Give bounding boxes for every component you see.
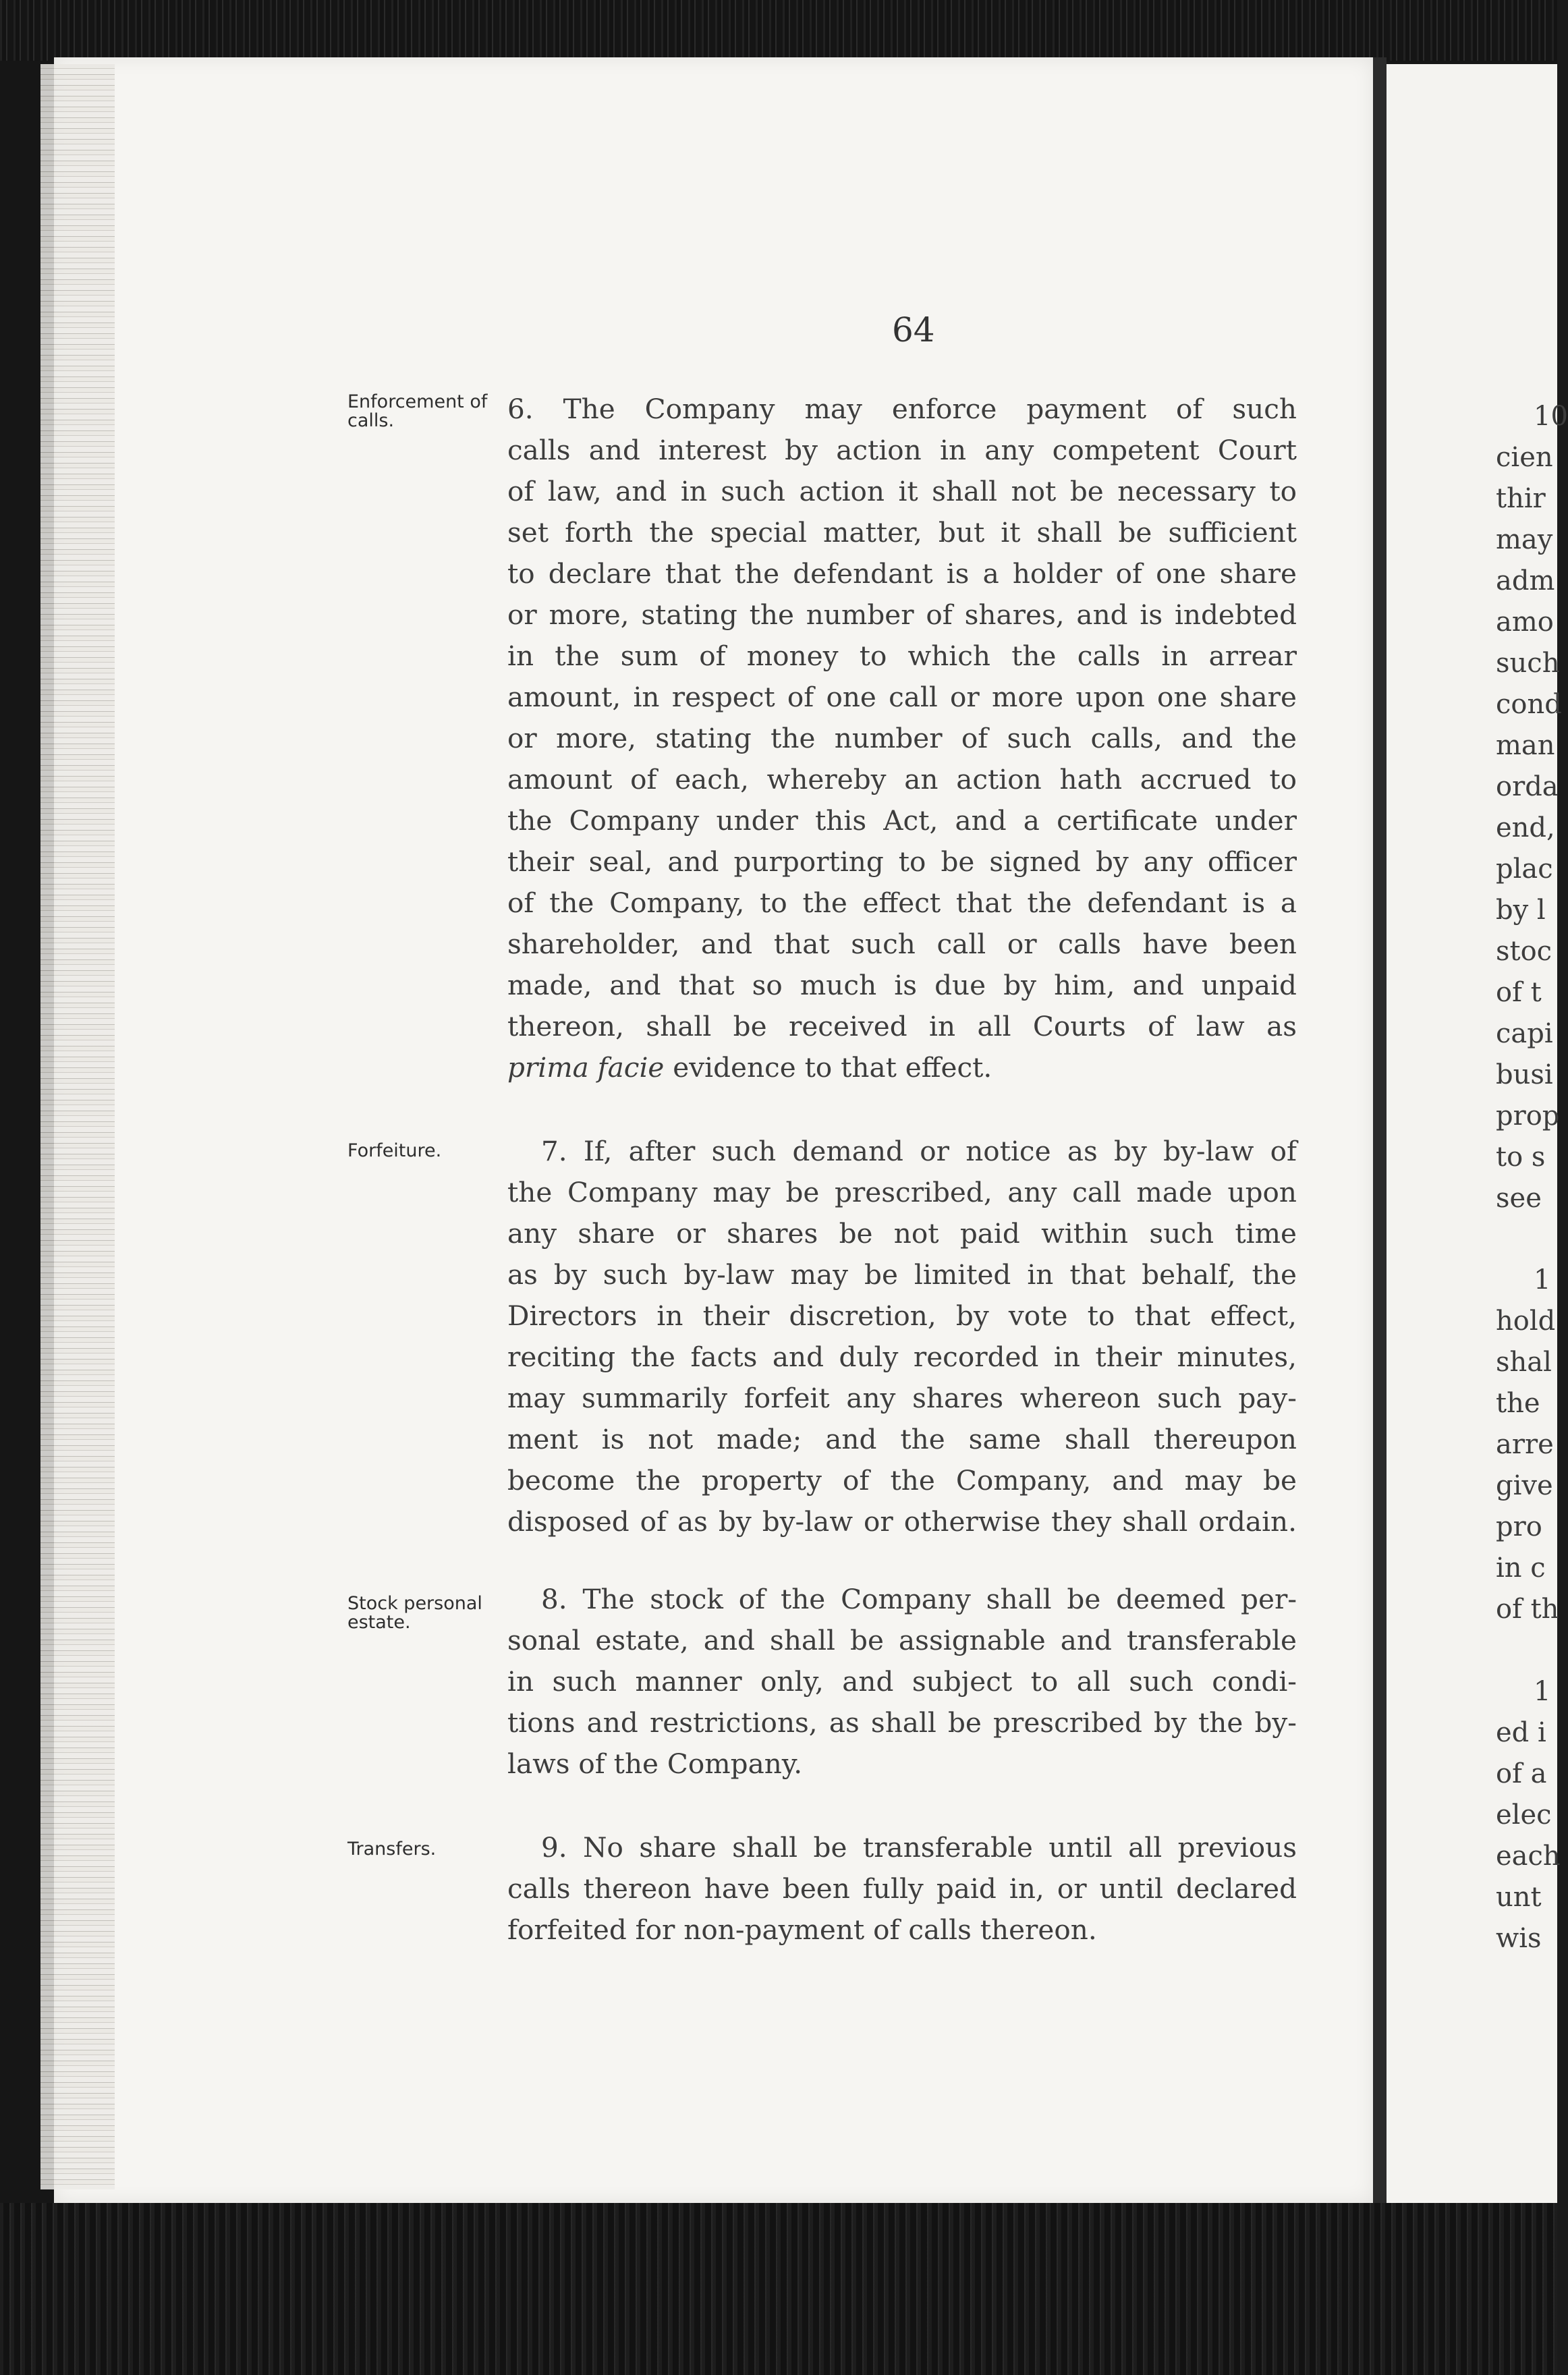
facing-page-text bbox=[1387, 64, 1568, 2203]
facing-line: thir bbox=[1496, 483, 1546, 514]
text-line: laws of the Company. bbox=[507, 1748, 803, 1780]
facing-line: orda bbox=[1496, 771, 1559, 802]
text-line: calls and interest by action in any competent Court bbox=[507, 434, 1297, 466]
text-line: 9. No share shall be transferable until all previous bbox=[541, 1831, 1297, 1864]
text-line: set forth the special matter, but it shall be sufficient bbox=[507, 516, 1297, 549]
book-gutter bbox=[1373, 57, 1387, 2203]
facing-line: to s bbox=[1496, 1142, 1546, 1173]
text-line: of law, and in such action it shall not be necessary to bbox=[507, 475, 1297, 507]
scan-edge-bottom bbox=[0, 2203, 1557, 2375]
facing-line: of th bbox=[1496, 1594, 1559, 1625]
text-line: thereon, shall be received in all Courts of law as bbox=[507, 1010, 1297, 1042]
text-line: their seal, and purporting to be signed by any officer bbox=[507, 845, 1297, 878]
facing-line: prop bbox=[1496, 1100, 1560, 1131]
text-line: 6. The Company may enforce payment of such bbox=[507, 393, 1297, 425]
facing-line: busi bbox=[1496, 1059, 1553, 1090]
text-line: the Company under this Act, and a certificate under bbox=[507, 804, 1297, 837]
text-line: disposed of as by by-law or otherwise they shall ordain. bbox=[507, 1505, 1297, 1538]
text-line: as by such by-law may be limited in that behalf, the bbox=[507, 1258, 1297, 1291]
facing-line: 1 bbox=[1534, 1264, 1551, 1295]
text-line: any share or shares be not paid within such time bbox=[507, 1217, 1297, 1250]
text-line: in such manner only, and subject to all such condi- bbox=[507, 1665, 1297, 1698]
text-line: calls thereon have been fully paid in, or until declared bbox=[507, 1872, 1297, 1905]
text-line: or more, stating the number of shares, and is indebted bbox=[507, 598, 1297, 631]
page-number: 64 bbox=[892, 310, 935, 350]
text-line: of the Company, to the effect that the defendant is a bbox=[507, 887, 1297, 919]
facing-line: each bbox=[1496, 1841, 1561, 1872]
facing-line: pro bbox=[1496, 1511, 1542, 1542]
facing-line: in c bbox=[1496, 1553, 1546, 1584]
facing-line: may bbox=[1496, 524, 1553, 555]
facing-line: give bbox=[1496, 1470, 1553, 1501]
text-line: 8. The stock of the Company shall be deemed per- bbox=[541, 1583, 1297, 1615]
facing-line: cien bbox=[1496, 442, 1553, 473]
facing-line: end, bbox=[1496, 812, 1555, 843]
text-line: in the sum of money to which the calls in arrear bbox=[507, 640, 1297, 672]
text-line: made, and that so much is due by him, and unpaid bbox=[507, 969, 1297, 1001]
facing-line: 1 bbox=[1534, 1676, 1551, 1707]
facing-line: shal bbox=[1496, 1347, 1552, 1378]
facing-line: cond bbox=[1496, 689, 1562, 720]
section-8 bbox=[507, 1579, 1297, 1785]
facing-line: amo bbox=[1496, 607, 1554, 638]
text-line: to declare that the defendant is a holder of one share bbox=[507, 557, 1297, 590]
facing-line: unt bbox=[1496, 1882, 1542, 1913]
margin-note-transfers: Transfers. bbox=[347, 1839, 437, 1860]
facing-line: plac bbox=[1496, 854, 1553, 885]
text-line: may summarily forfeit any shares whereon such pay- bbox=[507, 1382, 1297, 1414]
text-line: reciting the facts and duly recorded in their minutes, bbox=[507, 1341, 1297, 1373]
facing-line: hold bbox=[1496, 1306, 1556, 1337]
facing-line: the bbox=[1496, 1388, 1540, 1419]
facing-line: capi bbox=[1496, 1018, 1553, 1049]
text-line: amount, in respect of one call or more upon one share bbox=[507, 681, 1297, 713]
margin-note-enforcement-of-calls: Enforcement of calls. bbox=[347, 391, 488, 431]
facing-line: elec bbox=[1496, 1799, 1552, 1831]
text-line: amount of each, whereby an action hath accrued to bbox=[507, 763, 1297, 795]
facing-line: adm bbox=[1496, 565, 1555, 596]
facing-line: of a bbox=[1496, 1758, 1547, 1789]
text-line: ment is not made; and the same shall thereupon bbox=[507, 1423, 1297, 1455]
latin-phrase: prima facie bbox=[507, 1051, 665, 1084]
text-line: or more, stating the number of such calls, and the bbox=[507, 722, 1297, 754]
section-7 bbox=[507, 1131, 1297, 1542]
facing-line: man bbox=[1496, 730, 1555, 761]
facing-line: such bbox=[1496, 648, 1560, 679]
text-line: shareholder, and that such call or calls have been bbox=[507, 928, 1297, 960]
section-9 bbox=[507, 1827, 1297, 1951]
facing-line: of t bbox=[1496, 977, 1542, 1008]
facing-line: wis bbox=[1496, 1923, 1542, 1954]
margin-note-stock-personal-estate: Stock personal estate. bbox=[347, 1593, 482, 1633]
text-line: 7. If, after such demand or notice as by by-law of bbox=[541, 1135, 1297, 1167]
facing-line: stoc bbox=[1496, 936, 1552, 967]
text-line: tions and restrictions, as shall be prescribed by the by- bbox=[507, 1706, 1297, 1739]
text-line: sonal estate, and shall be assignable and transferable bbox=[507, 1624, 1297, 1656]
scan-edge-top bbox=[0, 0, 1557, 61]
margin-note-forfeiture: Forfeiture. bbox=[347, 1140, 442, 1161]
text-line: Directors in their discretion, by vote to that effect, bbox=[507, 1300, 1297, 1332]
facing-line: ed i bbox=[1496, 1717, 1546, 1748]
facing-line: see bbox=[1496, 1183, 1542, 1214]
text-line: become the property of the Company, and may be bbox=[507, 1464, 1297, 1497]
facing-line: arre bbox=[1496, 1429, 1554, 1460]
section-6 bbox=[507, 389, 1297, 1088]
facing-line: by l bbox=[1496, 895, 1546, 926]
facing-line: 10 bbox=[1534, 401, 1568, 432]
text-line-last bbox=[507, 1047, 1297, 1088]
text-line: forfeited for non-payment of calls thereon. bbox=[507, 1913, 1097, 1946]
text-line: the Company may be prescribed, any call made upon bbox=[507, 1176, 1297, 1208]
text-fragment: evidence to that effect. bbox=[664, 1051, 992, 1084]
right-page-fragment bbox=[1387, 64, 1568, 2203]
page-binding-edge bbox=[40, 64, 115, 2189]
